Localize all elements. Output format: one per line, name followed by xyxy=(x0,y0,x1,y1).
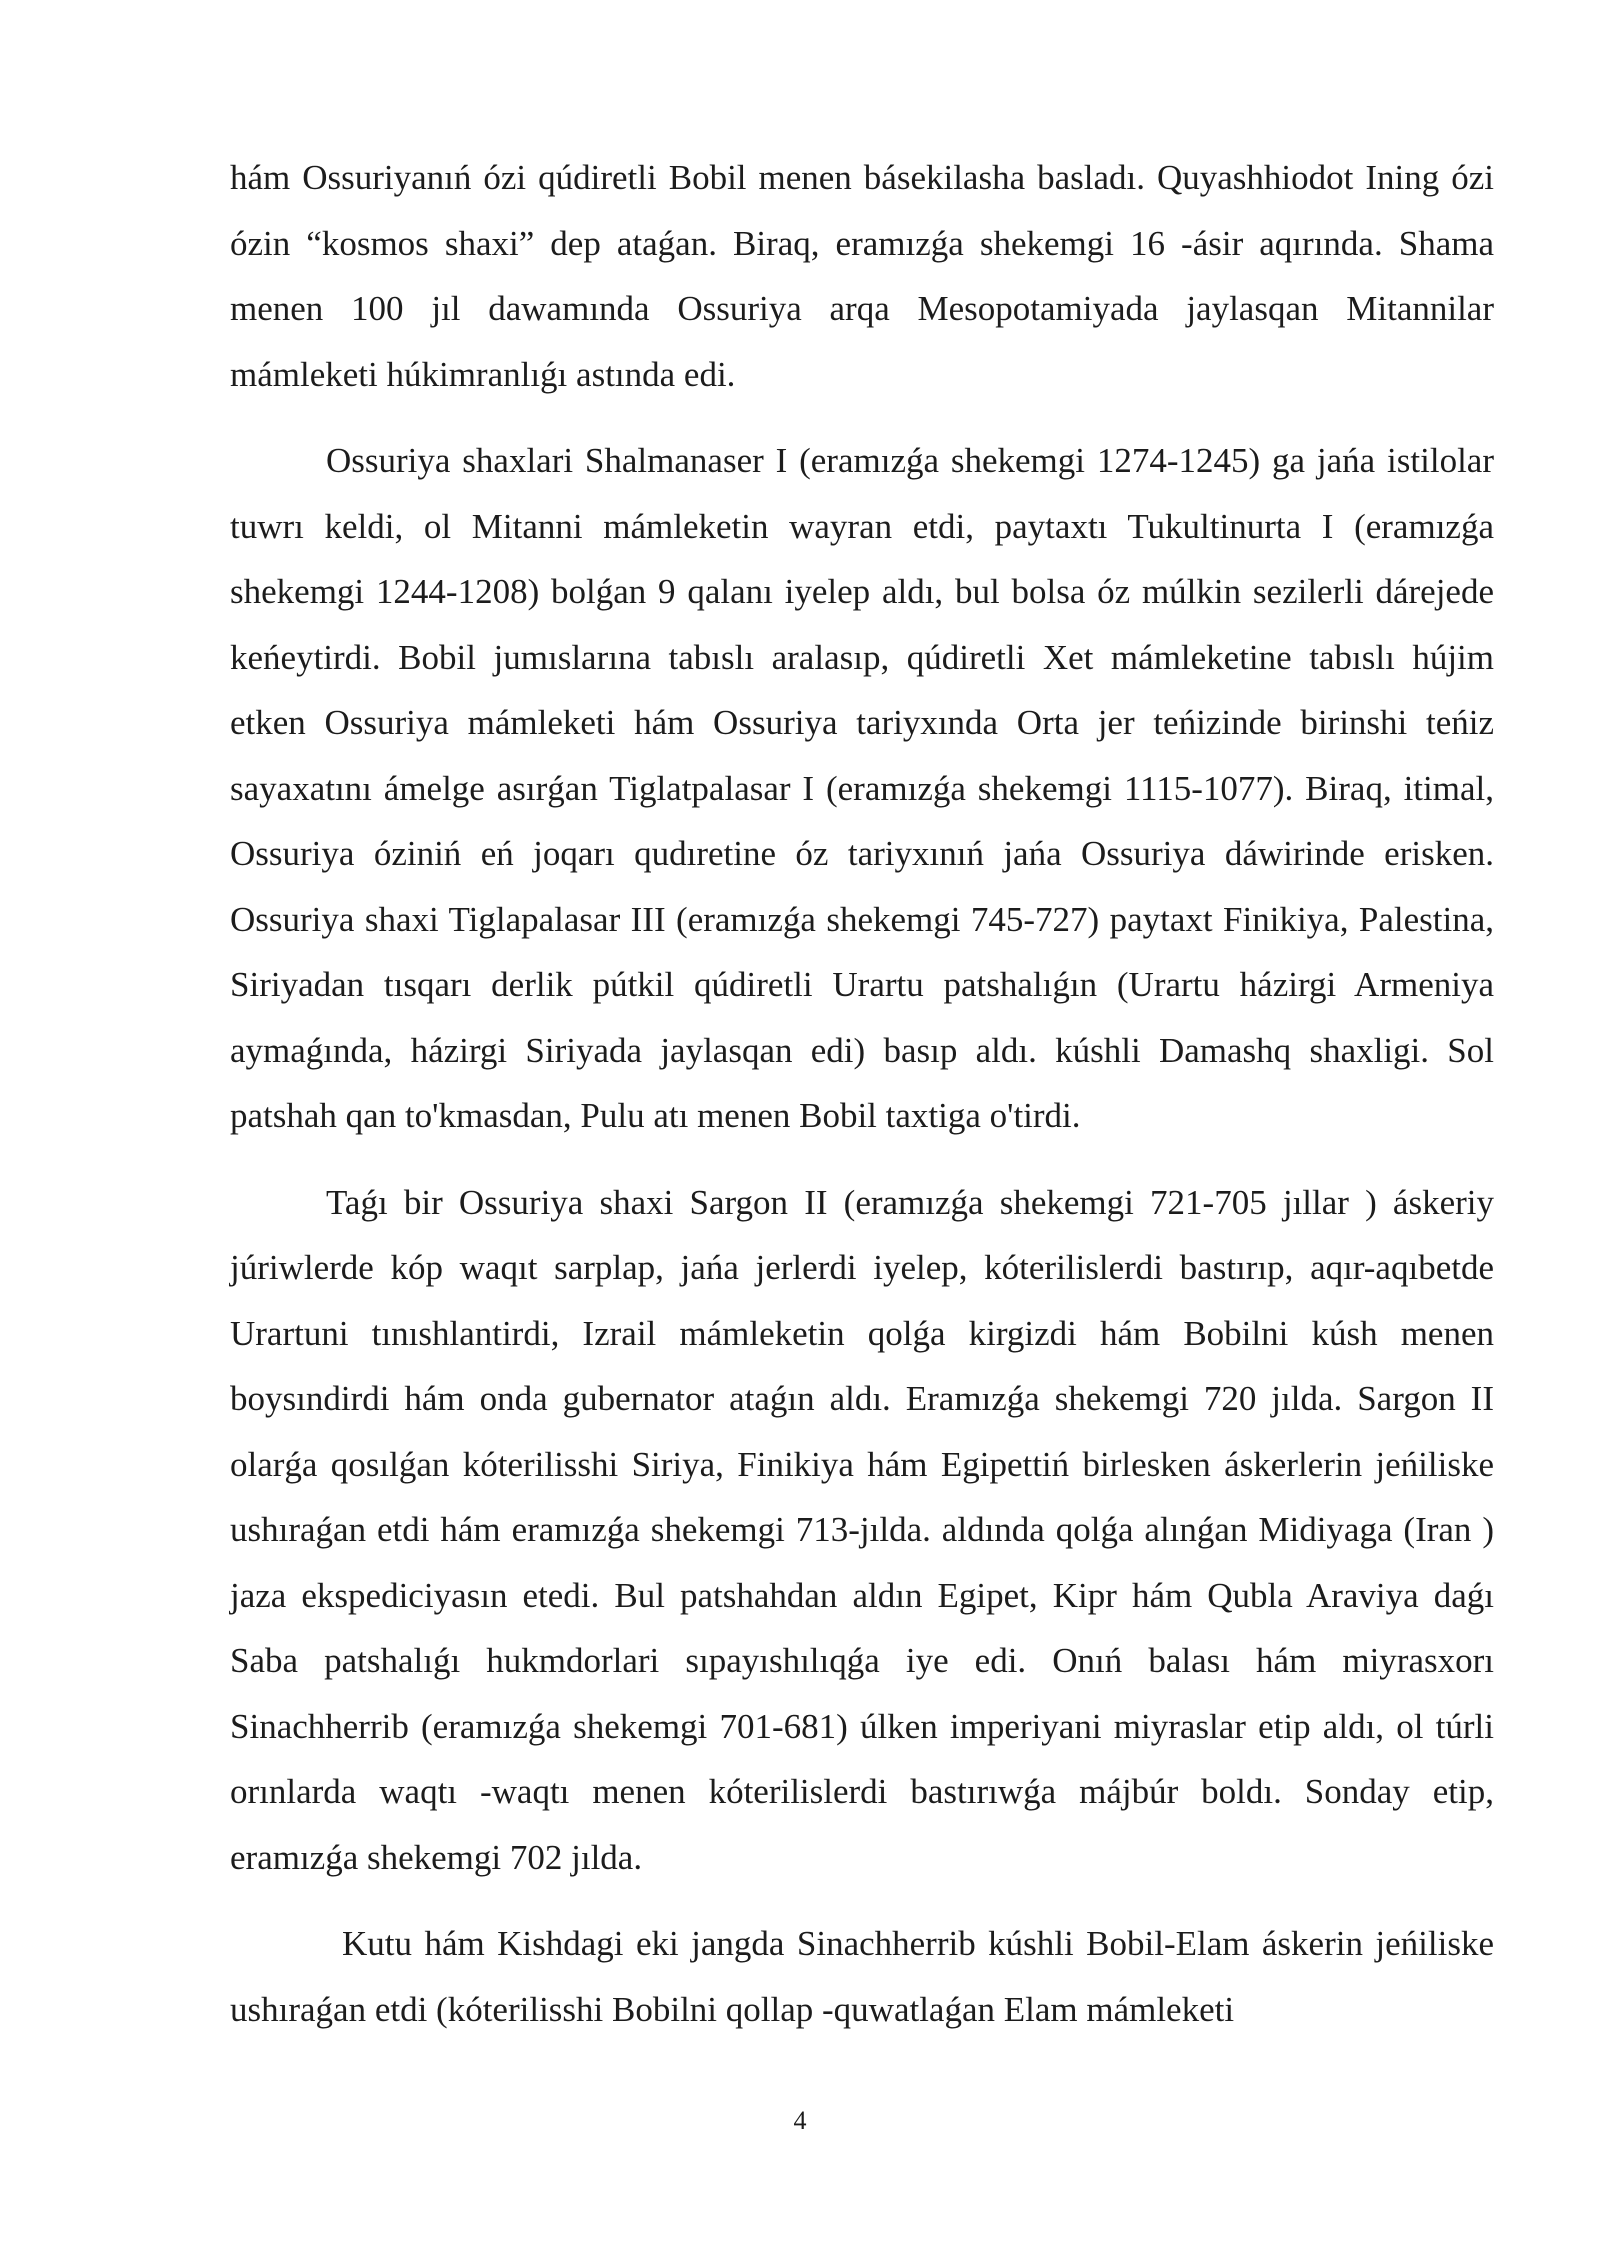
page-number: 4 xyxy=(793,2106,807,2135)
paragraph-4: Kutu hám Kishdagi eki jangda Sinachherrib kúshli Bobil-Elam áskerin jeńiliske ushıraǵan etdi (kóterilisshi Bobilni qollap -quwatlaǵan Elam mámleketi xyxy=(230,1924,1494,2029)
paragraph-2: Ossuriya shaxlari Shalmanaser I (eramızǵa shekemgi 1274-1245) ga jańa istilolar tuwrı keldi, ol Mitanni mámleketin wayran etdi, paytaxtı Tukultinurta I (eramızǵa shekemgi 1244-1208) bolǵan 9 qalanı iyelep aldı, bul bolsa óz múlkin sezilerli dárejede keńeytirdi. Bobil jumıslarına tabıslı aralasıp, qúdiretli Xet mámleketine tabıslı hújim etken Ossuriya mámleketi hám Ossuriya tariyxında Orta jer teńizinde birinshi teńiz sayaxatını ámelge asırǵan Tiglatpalasar I (eramızǵa shekemgi 1115-1077). Biraq, itimal, Ossuriya óziniń eń joqarı qudıretine óz tariyxınıń jańa Ossuriya dáwirinde erisken. Ossuriya shaxi Tiglapalasar III (eramızǵa shekemgi 745-727) paytaxt Finikiya, Palestina, Siriyadan tısqarı derlik pútkil qúdiretli Urartu patshalıǵın (Urartu házirgi Armeniya aymaǵında, házirgi Siriyada jaylasqan edi) basıp aldı. kúshli Damashq shaxligi. Sol patshah qan to'kmasdan, Pulu atı menen Bobil taxtiga o'tirdi. xyxy=(230,441,1494,1135)
body-text xyxy=(230,145,1494,2042)
paragraph-1: hám Ossuriyanıń ózi qúdiretli Bobil menen básekilasha basladı. Quyashhiodot Ining ózi ózin “kosmos shaxi” dep ataǵan. Biraq, eramızǵa shekemgi 16 -ásir aqırında. Shama menen 100 jıl dawamında Ossuriya arqa Mesopotamiyada jaylasqan Mitannilar mámleketi húkimranlıǵı astında edi. xyxy=(230,158,1494,394)
paragraph-3: Taǵı bir Ossuriya shaxi Sargon II (eramızǵa shekemgi 721-705 jıllar ) áskeriy júriwlerde kóp waqıt sarplap, jańa jerlerdi iyelep, kóterilislerdi bastırıp, aqır-aqıbetde Urartuni tınıshlantirdi, Izrail mámleketin qolǵa kirgizdi hám Bobilni kúsh menen boysındirdi hám onda gubernator ataǵın aldı. Eramızǵa shekemgi 720 jılda. Sargon II olarǵa qosılǵan kóterilisshi Siriya, Finikiya hám Egipettiń birlesken áskerlerin jeńiliske ushıraǵan etdi hám eramızǵa shekemgi 713-jılda. aldında qolǵa alınǵan Midiyaga (Iran ) jaza ekspediciyasın etedi. Bul patshahdan aldın Egipet, Kipr hám Qubla Araviya daǵı Saba patshalıǵı hukmdorlari sıpayıshılıqǵa iye edi. Onıń balası hám miyrasxorı Sinachherrib (eramızǵa shekemgi 701-681) úlken imperiyani miyraslar etip aldı, ol túrli orınlarda waqtı -waqtı menen kóterilislerdi bastırıwǵa májbúr boldı. Sonday etip, eramızǵa shekemgi 702 jılda. xyxy=(230,1182,1494,1877)
